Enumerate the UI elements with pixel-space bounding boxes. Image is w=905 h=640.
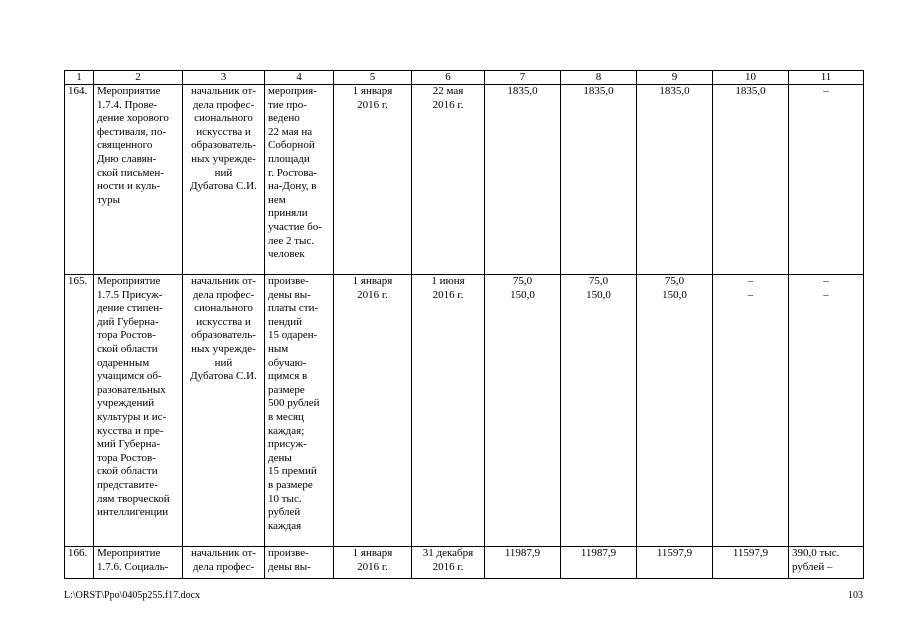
value-col-10: 11597,9	[713, 547, 789, 579]
value-col-11: 390,0 тыс. рублей –	[789, 547, 864, 579]
responsible-person: начальник от- дела профес-	[183, 547, 265, 579]
value-col-9: 11597,9	[637, 547, 713, 579]
row-number: 166.	[65, 547, 94, 579]
value-col-8: 75,0 150,0	[561, 275, 637, 547]
header-cell: 2	[94, 71, 183, 85]
value-col-7: 1835,0	[485, 85, 561, 275]
responsible-person: начальник от- дела профес- сионального искусства и образователь- ных учрежде- ний Дубатова С.И.	[183, 275, 265, 547]
header-cell: 10	[713, 71, 789, 85]
end-date: 1 июня 2016 г.	[412, 275, 485, 547]
start-date: 1 января 2016 г.	[334, 547, 412, 579]
page-number: 103	[848, 590, 863, 601]
end-date: 22 мая 2016 г.	[412, 85, 485, 275]
value-col-11: – –	[789, 275, 864, 547]
header-row	[65, 71, 864, 85]
value-col-10: 1835,0	[713, 85, 789, 275]
header-cell: 5	[334, 71, 412, 85]
header-cell: 3	[183, 71, 265, 85]
row-number: 165.	[65, 275, 94, 547]
start-date: 1 января 2016 г.	[334, 275, 412, 547]
event-name: Мероприятие 1.7.6. Социаль-	[94, 547, 183, 579]
table-row	[65, 275, 864, 547]
value-col-7: 75,0 150,0	[485, 275, 561, 547]
event-result: произве- дены вы-	[265, 547, 334, 579]
event-result: произве- дены вы- платы сти- пендий 15 одарен- ным обучаю- щимся в размере 500 рублей в месяц каждая; присуж- дены 15 премий в размере 10 тыс. рублей каждая	[265, 275, 334, 547]
header-cell: 9	[637, 71, 713, 85]
value-col-10: – –	[713, 275, 789, 547]
value-col-8: 11987,9	[561, 547, 637, 579]
event-name: Мероприятие 1.7.4. Прове- дение хорового фестиваля, по- священного Дню славян- ской письмен- ности и куль- туры	[94, 85, 183, 275]
header-cell: 8	[561, 71, 637, 85]
header-cell: 4	[265, 71, 334, 85]
start-date: 1 января 2016 г.	[334, 85, 412, 275]
document-table	[64, 70, 864, 579]
header-cell: 6	[412, 71, 485, 85]
event-name: Мероприятие 1.7.5 Присуж- дение стипен- дий Губерна- тора Ростов- ской области одаренным учащимся об- разовательных учреждений культуры и ис- кусства и пре- мий Губерна- тора Ростов- ской области представите- лям творческой интеллигенции	[94, 275, 183, 547]
value-col-8: 1835,0	[561, 85, 637, 275]
event-result: мероприя- тие про- ведено 22 мая на Соборной площади г. Ростова- на-Дону, в нем приняли участие бо- лее 2 тыс. человек	[265, 85, 334, 275]
header-cell: 7	[485, 71, 561, 85]
table-row	[65, 547, 864, 579]
footer-file-path: L:\ORST\Ppo\0405p255.f17.docx	[64, 590, 201, 601]
end-date: 31 декабря 2016 г.	[412, 547, 485, 579]
responsible-person: начальник от- дела профес- сионального искусства и образователь- ных учрежде- ний Дубатова С.И.	[183, 85, 265, 275]
row-number: 164.	[65, 85, 94, 275]
value-col-9: 1835,0	[637, 85, 713, 275]
table-row	[65, 85, 864, 275]
header-cell: 1	[65, 71, 94, 85]
value-col-11: –	[789, 85, 864, 275]
value-col-7: 11987,9	[485, 547, 561, 579]
value-col-9: 75,0 150,0	[637, 275, 713, 547]
header-cell: 11	[789, 71, 864, 85]
